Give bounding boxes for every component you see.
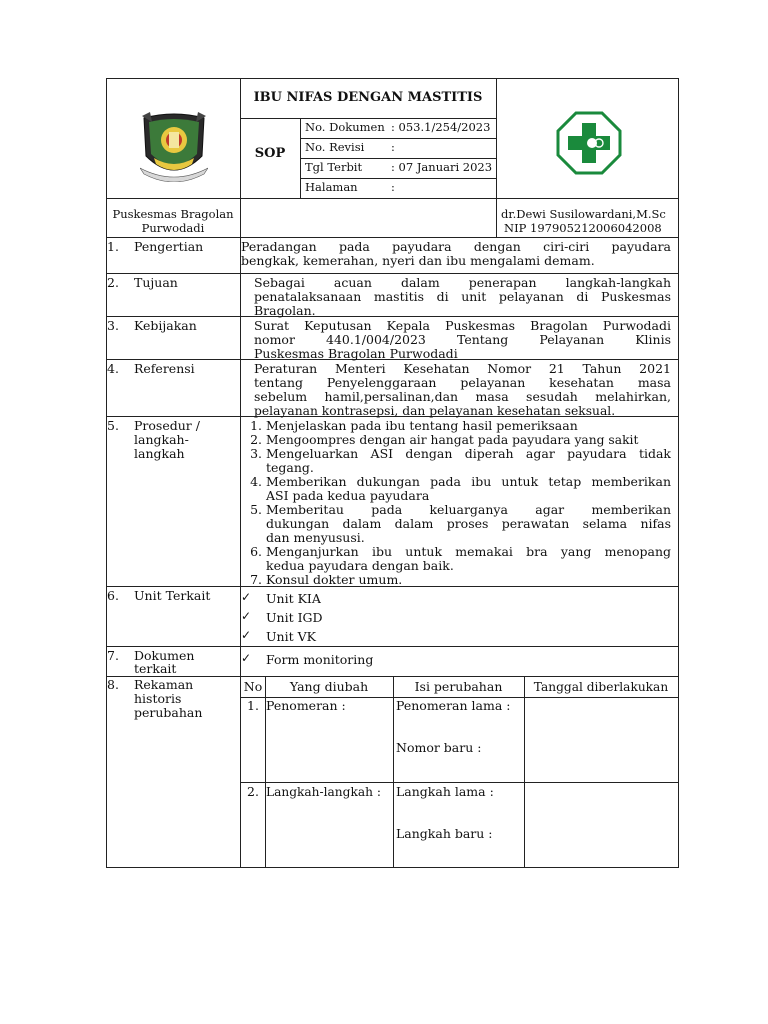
section-6-label: Unit Terkait <box>134 588 211 603</box>
section-2-line-3: Bragolan. <box>254 303 316 318</box>
revision-value: : <box>391 140 395 154</box>
regency-emblem-logo <box>140 112 208 182</box>
doc-number-label: No. Dokumen <box>305 120 385 134</box>
section-4-line-3: sebelum hamil,persalinan,dan masa sesudah melahirkan, <box>254 389 671 404</box>
section-6-number: 6. <box>107 588 119 603</box>
signer-name: dr.Dewi Susilowardani,M.Sc <box>501 207 666 221</box>
checkmark-icon: ✓ <box>241 651 252 665</box>
step-text: Mengeluarkan ASI dengan diperah agar payudara tidak <box>266 446 671 461</box>
step-number: 6. <box>250 544 262 559</box>
checkmark-icon: ✓ <box>241 609 252 623</box>
page-value: : <box>391 180 395 194</box>
issue-date-value: : 07 Januari 2023 <box>391 160 493 174</box>
document-item: Form monitoring <box>266 652 374 667</box>
section-5-label-line-1: Prosedur / <box>134 418 200 433</box>
step-number: 5. <box>250 502 262 517</box>
section-3-line-2: nomor 440.1/004/2023 Tentang Pelayanan Klinis <box>254 332 671 347</box>
history-header-date: Tanggal diberlakukan <box>533 680 669 694</box>
history-row-1-item: Penomeran : <box>266 698 346 713</box>
history-row-2-no: 2. <box>247 784 259 799</box>
section-5-number: 5. <box>107 418 119 433</box>
step-number: 1. <box>250 418 262 433</box>
section-8-label-line-1: Rekaman <box>134 677 194 692</box>
org-name-line2: Purwodadi <box>141 221 205 235</box>
section-4-label: Referensi <box>134 361 195 376</box>
section-4-line-1: Peraturan Menteri Kesehatan Nomor 21 Tahun 2021 <box>254 361 671 376</box>
step-text: ASI pada kedua payudara <box>266 488 430 503</box>
section-2-line-2: penatalaksanaan mastitis di unit pelayanan di Puskesmas <box>254 289 671 304</box>
doc-number-value: : 053.1/254/2023 <box>391 120 491 134</box>
section-1-line-2: bengkak, kemerahan, nyeri dan ibu mengalami demam. <box>241 253 595 268</box>
history-row-1-no: 1. <box>247 698 259 713</box>
page-label: Halaman <box>305 180 358 194</box>
signer-nip: NIP 197905212006042008 <box>504 221 662 235</box>
section-4-line-4: pelayanan kontrasepsi, dan pelayanan kesehatan seksual. <box>254 404 616 418</box>
revision-label: No. Revisi <box>305 140 365 154</box>
section-2-label: Tujuan <box>134 275 178 290</box>
section-8-label-line-3: perubahan <box>134 705 203 720</box>
section-3-label: Kebijakan <box>134 318 197 333</box>
section-1-label: Pengertian <box>134 239 204 254</box>
org-name-line1: Puskesmas Bragolan <box>112 207 234 221</box>
section-3-line-3: Puskesmas Bragolan Purwodadi <box>254 346 458 361</box>
puskesmas-logo <box>556 111 622 175</box>
checkmark-icon: ✓ <box>241 628 252 642</box>
history-row-2-item: Langkah-langkah : <box>266 785 381 799</box>
history-header-no: No <box>243 679 263 694</box>
history-header-changed: Yang diubah <box>289 679 369 694</box>
document-title: IBU NIFAS DENGAN MASTITIS <box>253 90 483 105</box>
unit-item: Unit VK <box>266 629 316 644</box>
section-7-number: 7. <box>107 648 119 663</box>
step-text: Menganjurkan ibu untuk memakai bra yang menopang <box>266 544 671 559</box>
step-number: 3. <box>250 446 262 461</box>
step-text: Mengoompres dengan air hangat pada payudara yang sakit <box>266 433 639 447</box>
step-text: tegang. <box>266 460 314 475</box>
section-4-number: 4. <box>107 361 119 376</box>
section-1-number: 1. <box>107 239 119 254</box>
history-row-2-old: Langkah lama : <box>396 784 494 799</box>
step-text: Memberitau pada keluarganya agar memberikan <box>266 502 671 517</box>
section-8-label-line-2: historis <box>134 691 182 706</box>
section-2-line-1: Sebagai acuan dalam penerapan langkah-langkah <box>254 275 671 290</box>
section-5-label-line-2: langkah- <box>134 432 189 447</box>
step-text: Menjelaskan pada ibu tentang hasil pemeriksaan <box>266 418 578 433</box>
step-number: 4. <box>250 474 262 489</box>
step-number: 2. <box>250 432 262 447</box>
procedure-list <box>240 419 678 585</box>
section-8-number: 8. <box>107 677 119 692</box>
step-number: 7. <box>250 572 262 587</box>
sop-label: SOP <box>254 146 286 161</box>
section-3-number: 3. <box>107 318 119 333</box>
history-header-content: Isi perubahan <box>414 679 503 694</box>
section-5-label-line-3: langkah <box>134 446 185 461</box>
section-2-number: 2. <box>107 275 119 290</box>
step-text: dukungan dalam dalam proses perawatan selama nifas <box>266 516 671 531</box>
step-text: kedua payudara dengan baik. <box>266 558 454 573</box>
history-row-2-new: Langkah baru : <box>396 826 493 841</box>
unit-item: Unit KIA <box>266 591 321 606</box>
step-text: Konsul dokter umum. <box>266 572 403 587</box>
issue-date-label: Tgl Terbit <box>305 160 363 174</box>
section-4-line-2: tentang Penyelenggaraan pelayanan kesehatan masa <box>254 375 671 390</box>
unit-item: Unit IGD <box>266 610 323 625</box>
section-7-label-line-1: Dokumen <box>134 648 195 663</box>
checkmark-icon: ✓ <box>241 590 252 604</box>
step-text: dan menyususi. <box>266 530 365 545</box>
section-3-line-1: Surat Keputusan Kepala Puskesmas Bragolan Purwodadi <box>254 318 671 333</box>
section-7-label-line-2: terkait <box>134 661 177 676</box>
step-text: Memberikan dukungan pada ibu untuk tetap memberikan <box>266 474 671 489</box>
section-1-line-1: Peradangan pada payudara dengan ciri-ciri payudara <box>241 239 671 254</box>
history-row-1-old: Penomeran lama : <box>396 698 511 713</box>
history-row-1-new: Nomor baru : <box>396 740 482 755</box>
